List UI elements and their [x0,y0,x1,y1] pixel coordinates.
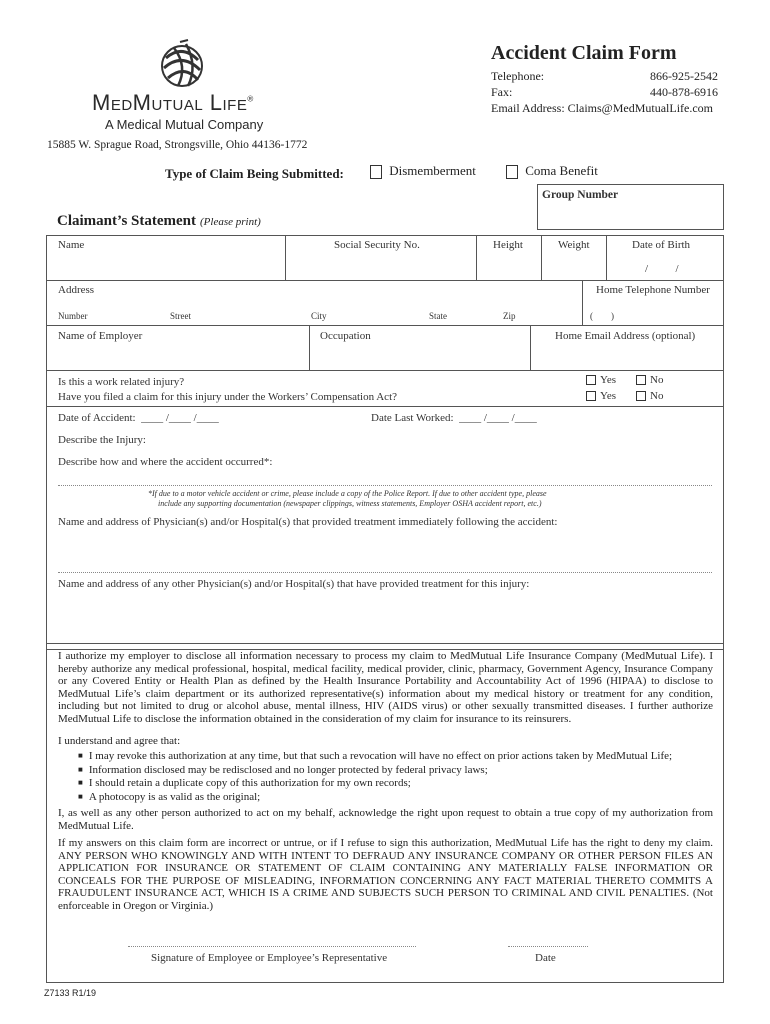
fax-label: Fax: [491,85,513,99]
form-code: Z7133 R1/19 [44,988,97,998]
coma-option[interactable] [506,163,598,179]
physician-other-label[interactable]: Name and address of any other Physician(s) and/or Hospital(s) that have provided treatment for this injury: [58,578,530,590]
email-line: Email Address: Claims@MedMutualLife.com [491,101,714,115]
street-sublabel: Street [170,311,191,321]
signature-label[interactable]: Signature of Employee or Employee’s Representative [151,952,388,964]
claimant-title-text: Claimant’s Statement [57,213,197,229]
bullet-item: ■ I should retain a duplicate copy of this authorization for my own records; [78,777,718,791]
group-number-label: Group Number [542,189,619,201]
brand-name-text: MedMutual Life [92,90,248,115]
fax-value: 440-878-6916 [650,85,718,99]
workers-comp-no[interactable] [636,390,663,402]
address-field-label[interactable]: Address [58,284,95,296]
telephone-value: 866-925-2542 [650,69,718,83]
signature-date-label[interactable]: Date [535,952,556,964]
zip-sublabel: Zip [503,311,516,321]
dob-slashes: / / [645,263,679,275]
footnote-line-1: *If due to a motor vehicle accident or crime, please include a copy of the Police Report. If due to other accident type, please [148,489,547,498]
work-related-yes-checkbox[interactable] [586,375,596,385]
fraud-warning-paragraph: If my answers on this claim form are incorrect or untrue, or if I refuse to sign this authorization, MedMutual Life has the right to deny my claim. ANY PERSON WHO KNOWINGLY AND WITH INTENT TO DEFRAUD ANY INSURANCE COMPANY OR OTHER PERSON FILES AN APPLICATION FOR INSURANCE OR STATEMENT OF CLAIM CONTAINING ANY MATERIALLY FALSE INFORMATION OR CONCEALS FOR THE PURPOSE OF MISLEADING, INFORMATION CONCERNING ANY FACT MATERIAL THERETO COMMITS A FRAUDULENT INSURANCE ACT, WHICH IS A CRIME AND SUBJECTS SUCH PERSON TO CRIMINAL AND CIVIL PENALTIES. (Not enforceable in Oregon or Virginia.) [58,837,713,912]
physician-immediate-label[interactable]: Name and address of Physician(s) and/or Hospital(s) that provided treatment immediately following the accident: [58,516,558,528]
state-sublabel: State [429,311,447,321]
date-of-accident[interactable]: Date of Accident: ____ /____ /____ [58,412,219,424]
coma-label: Coma Benefit [525,163,598,178]
dismemberment-checkbox[interactable] [370,165,382,179]
form-title: Accident Claim Form [491,42,677,64]
dob-field-label[interactable]: Date of Birth [632,239,691,251]
dismemberment-label: Dismemberment [389,163,476,178]
work-related-yes[interactable] [586,374,616,386]
name-field-label[interactable]: Name [58,239,85,251]
authorization-bullets [78,750,718,804]
workers-comp-no-checkbox[interactable] [636,391,646,401]
work-related-no-checkbox[interactable] [636,375,646,385]
brand-reg-mark: ® [247,94,254,104]
company-address: 15885 W. Sprague Road, Strongsville, Ohio 44136-1772 [47,139,308,151]
group-number-field[interactable] [537,184,724,230]
work-related-no-label: No [650,374,664,386]
bullet-item: ■ Information disclosed may be redisclosed and no longer protected by federal privacy laws; [78,764,718,778]
telephone-label: Telephone: [491,69,545,83]
workers-comp-yes-checkbox[interactable] [586,391,596,401]
workers-comp-no-label: No [650,390,664,402]
date-last-worked[interactable]: Date Last Worked: ____ /____ /____ [371,412,537,424]
claimant-title [57,212,261,230]
brand-subtitle: A Medical Mutual Company [105,117,264,132]
employer-field-label[interactable]: Name of Employer [58,330,143,342]
city-sublabel: City [311,311,327,321]
height-field-label[interactable]: Height [493,239,523,251]
authorization-paragraph: I authorize my employer to disclose all information necessary to process my claim to MedMutual Life Insurance Company (MedMutual Life). I hereby authorize any medical professional, hospital, medical facility, medical provider, clinic, pharmacy, Government Agency, Insurance Company or any Covered Entity or Health Plan as defined by the Health Insurance Portability and Accountability Act of 1996 (HIPAA) to disclose to MedMutual Life’s claim department or its authorized representative(s) information about my medical history or treatment for any condition, including but not limited to drug or alcohol abuse, mental illness, HIV (AIDS virus) or other sexually transmitted diseases. I further authorize MedMutual Life to disclose the information obtained in the consideration of my claim for insurance to its reinsurers. [58,650,713,725]
phone-parens: ( ) [590,311,614,321]
occupation-field-label[interactable]: Occupation [320,330,371,342]
brand-name [92,90,254,116]
describe-how-label[interactable]: Describe how and where the accident occurred*: [58,456,273,468]
footnote-line-2: include any supporting documentation (newspaper clippings, witness statements, Employer OSHA accident report, etc.) [158,499,542,508]
describe-injury-label[interactable]: Describe the Injury: [58,434,146,446]
workers-comp-yes-label: Yes [600,390,617,402]
please-print-note: (Please print) [200,216,261,228]
home-phone-field-label[interactable]: Home Telephone Number [596,284,710,296]
acknowledge-paragraph: I, as well as any other person authorized to act on my behalf, acknowledge the right upon request to obtain a true copy of my authorization from MedMutual Life. [58,807,713,832]
work-related-question: Is this a work related injury? [58,376,185,388]
bullet-item: ■ I may revoke this authorization at any time, but that such a revocation will have no effect on prior actions taken by MedMutual Life; [78,750,718,764]
dismemberment-option[interactable] [370,163,476,179]
weight-field-label[interactable]: Weight [558,239,590,251]
ssn-field-label[interactable]: Social Security No. [334,239,420,251]
claim-type-label: Type of Claim Being Submitted: [165,166,344,181]
bullet-item: ■ A photocopy is as valid as the original; [78,791,718,805]
number-sublabel: Number [58,311,88,321]
home-email-field-label[interactable]: Home Email Address (optional) [555,330,696,342]
workers-comp-question: Have you filed a claim for this injury under the Workers’ Compensation Act? [58,391,398,403]
coma-checkbox[interactable] [506,165,518,179]
workers-comp-yes[interactable] [586,390,616,402]
understand-heading: I understand and agree that: [58,735,181,747]
work-related-no[interactable] [636,374,663,386]
work-related-yes-label: Yes [600,374,617,386]
medmutual-globe-logo [158,38,206,90]
